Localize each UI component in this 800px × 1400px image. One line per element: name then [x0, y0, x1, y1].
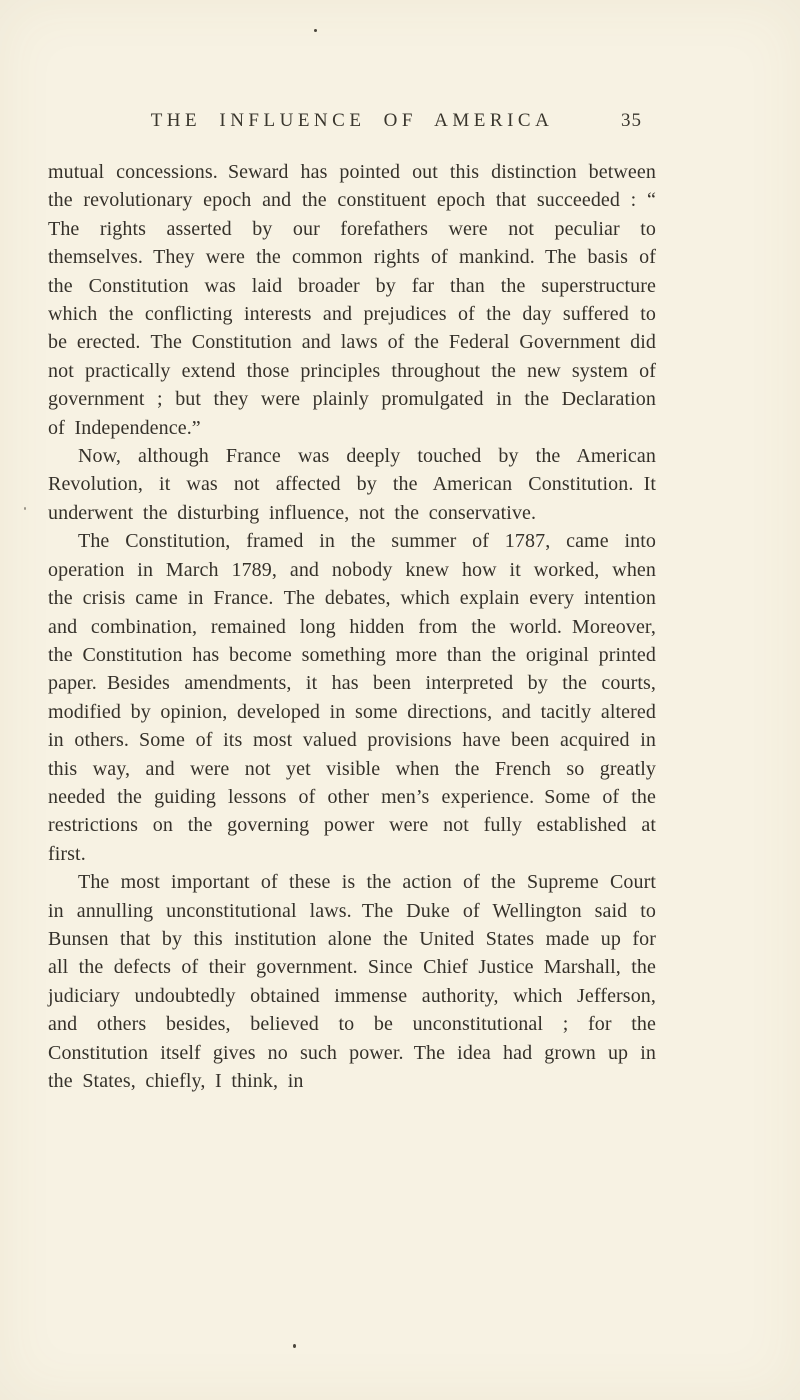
text-block: [48, 106, 656, 1095]
scan-speck: [314, 29, 317, 32]
scan-speck: [24, 507, 26, 510]
running-header-title: THE INFLUENCE OF AMERICA: [150, 110, 554, 131]
body-paragraph: Now, although France was deeply touched by the American Revolution, it was not affected by the American Constitution. It underwent the disturbing influence, not the conservative.: [48, 445, 656, 524]
body-paragraph: The Constitution, framed in the summer of 1787, came into operation in March 1789, and nobody knew how it worked, when the crisis came in France. The debates, which explain every intention and combination, remained long hidden from the world. Moreover, the Constitution has become something more than the original printed paper. Besides amendments, it has been interpreted by the courts, modified by opinion, developed in some directions, and tacitly altered in others. Some of its most valued provisions have been acquired in this way, and were not yet visible when the French so greatly needed the guiding lessons of other men’s experience. Some of the restrictions on the governing power were not fully established at first.: [48, 530, 656, 865]
body-paragraph: The most important of these is the action of the Supreme Court in annulling unconstitutional laws. The Duke of Wellington said to Bunsen that by this institution alone the United States made up for all the defects of their government. Since Chief Justice Marshall, the judiciary undoubtedly obtained immense authority, which Jefferson, and others besides, believed to be unconstitutional ; for the Constitution itself gives no such power. The idea had grown up in the States, chiefly, I think, in: [48, 871, 656, 1092]
body-text: [48, 158, 656, 1095]
page-number: 35: [621, 110, 642, 131]
scan-speck: [293, 1344, 296, 1348]
running-header: [48, 106, 656, 136]
body-paragraph: mutual concessions. Seward has pointed out this distinction between the revolutionary epoch and the constituent epoch that succeeded : “ The rights asserted by our forefathers were not peculiar to themselves. They were the common rights of mankind. The basis of the Constitution was laid broader by far than the superstructure which the conflicting interests and prejudices of the day suffered to be erected. The Constitution and laws of the Federal Government did not practically extend those principles throughout the new system of government ; but they were plainly promulgated in the Declaration of Independence.”: [48, 161, 656, 439]
